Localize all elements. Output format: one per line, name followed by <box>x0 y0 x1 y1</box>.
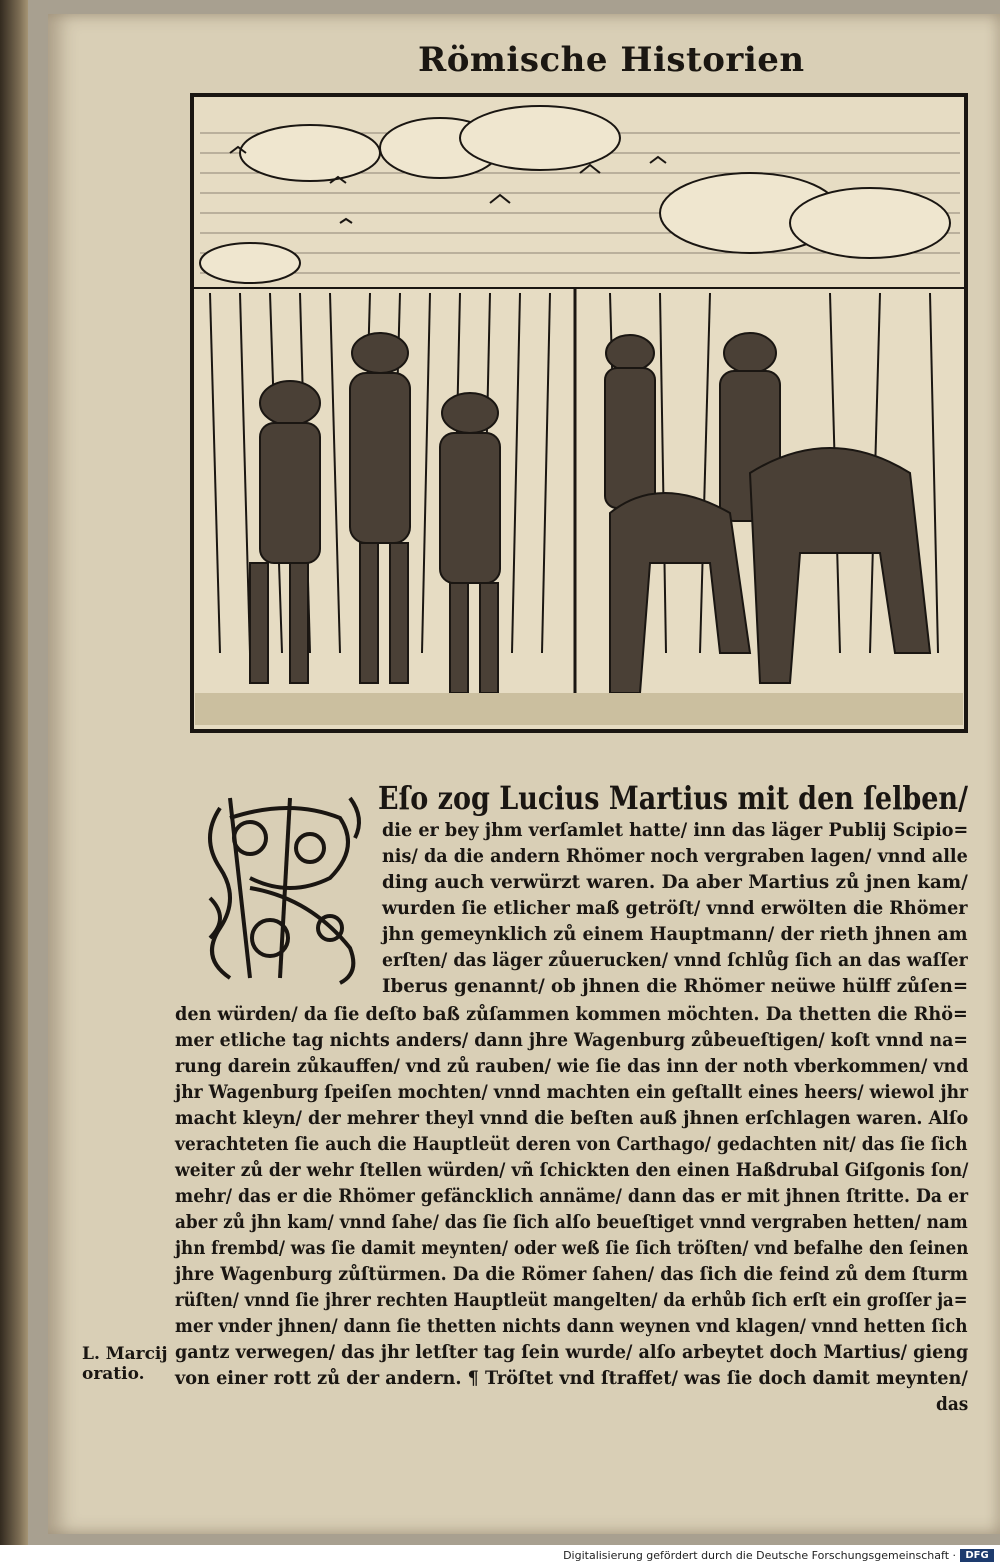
body-line: aber zů jhn kam/ vnnd ſahe/ das ſie ſich alſo beueſtiget vnnd vergraben hetten/ nam <box>175 1212 968 1233</box>
body-line: nis/ da die andern Rhömer noch vergraben lagen/ vnnd alle <box>382 846 968 867</box>
ground <box>195 693 963 725</box>
body-line: macht kleyn/ der mehrer theyl vnnd die beſten auß jhnen erſchlagen waren. Alſo <box>175 1108 969 1129</box>
body-line: mehr/ das er die Rhömer gefäncklich annäme/ dann das er mit jhnen ſtritte. Da er <box>175 1186 969 1207</box>
body-line: das <box>936 1394 969 1415</box>
body-line: jhr Wagenburg ſpeiſen mochten/ vnnd machten ein geſtallt eines heers/ wiewol jhr <box>175 1082 969 1103</box>
body-line: Eſo zog Lucius Martius mit den ſelben/ <box>378 779 968 817</box>
body-line: erſten/ das läger zůuerucken/ vnnd ſchlůg ſich an das waſſer <box>382 950 968 971</box>
body-line: von einer rott zů der andern. ¶ Tröſtet vnd ſtraffet/ was ſie doch damit meynten/ <box>175 1368 968 1389</box>
body-line: weiter zů der wehr ſtellen würden/ vñ ſchickten den einen Haßdrubal Giſgonis ſon/ <box>175 1160 969 1181</box>
body-line: Iberus genannt/ ob jhnen die Rhömer neüwe hülff zůſen= <box>382 976 969 997</box>
body-line: rung darein zůkauffen/ vnd zů rauben/ wie ſie das inn der noth vberkommen/ vnd <box>175 1056 969 1077</box>
margin-note-line-2: oratio. <box>82 1364 145 1384</box>
running-head: Römische Historien <box>418 40 805 80</box>
woodcut-illustration <box>190 93 968 733</box>
body-line: gantz verwegen/ das jhr letſter tag ſein wurde/ alſo arbeytet doch Martius/ gieng <box>175 1342 969 1363</box>
footer-credit: Digitalisierung gefördert durch die Deutsche Forschungsgemeinschaft · <box>563 1549 956 1562</box>
body-line: den würden/ da ſie deſto baß zůſammen kommen möchten. Da thetten die Rhö= <box>175 1004 968 1025</box>
body-line: wurden ſie etlicher maß getröſt/ vnnd erwölten die Rhömer <box>382 898 968 919</box>
body-line: mer etliche tag nichts anders/ dann jhre Wagenburg zůbeueſtigen/ koſt vnnd na= <box>175 1030 968 1051</box>
body-line: rüſten/ vnnd ſie jhrer rechten Hauptleüt mangelten/ da erhůb ſich erſt ein groſſer ja= <box>175 1290 968 1311</box>
body-line: mer vnder jhnen/ dann ſie thetten nichts dann weynen vnd klagen/ vnnd hetten ſich <box>175 1316 968 1337</box>
book-spine-shadow <box>0 0 28 1566</box>
body-line: verachteten ſie auch die Hauptleüt deren von Carthago/ gedachten nit/ das ſie ſich <box>175 1134 968 1155</box>
dfg-logo: DFG <box>960 1549 994 1562</box>
body-line: jhn frembd/ was ſie damit meynten/ oder weß ſie ſich tröſten/ vnd befalhe den ſeinen <box>175 1238 969 1259</box>
decorated-initial <box>190 778 372 990</box>
body-line: ding auch verwürzt waren. Da aber Martius zů jnen kam/ <box>382 872 968 893</box>
body-line: die er bey jhm verſamlet hatte/ inn das läger Publij Scipio= <box>382 820 969 841</box>
body-line: jhn gemeynklich zů einem Hauptmann/ der rieth jhnen am <box>382 924 968 945</box>
body-line: jhre Wagenburg zůſtürmen. Da die Römer ſahen/ das ſich die feind zů dem ſturm <box>175 1264 969 1285</box>
margin-note-line-1: L. Marcij <box>82 1344 168 1364</box>
